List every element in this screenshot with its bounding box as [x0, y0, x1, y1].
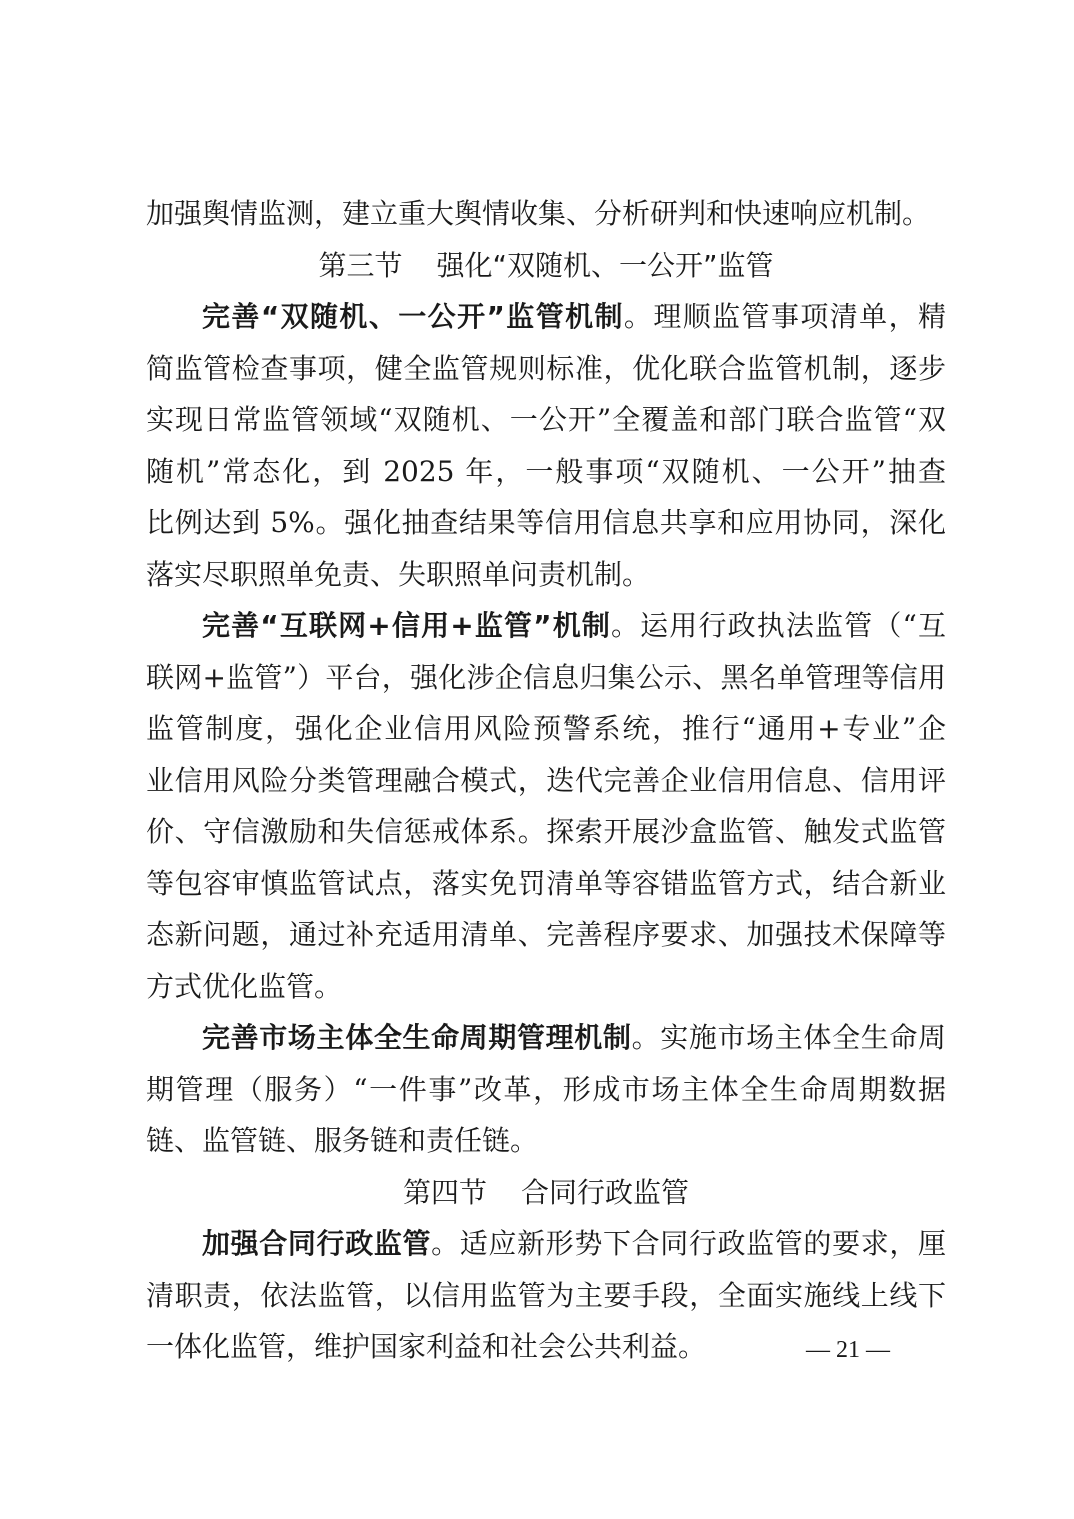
paragraph-internet-credit [146, 600, 946, 1012]
paragraph-line: 方式优化监管。 [146, 969, 343, 1003]
paragraph-line: 完善市场主体全生命周期管理机制。实施市场主体全生命周 [202, 1021, 946, 1054]
section-number: 第四节 [402, 1175, 487, 1209]
paragraph-line: 态新问题，通过补充适用清单、完善程序要求、加强技术保障等 [146, 918, 946, 951]
paragraph-lifecycle [146, 1012, 946, 1167]
paragraph-line: 联网+监管”）平台，强化涉企信息归集公示、黑名单管理等信用 [146, 660, 946, 694]
paragraph-line: 一体化监管，维护国家利益和社会公共利益。 [146, 1330, 707, 1363]
page-number: — 21 — [806, 1337, 890, 1363]
paragraph-line: 加强舆情监测，建立重大舆情收集、分析研判和快速响应机制。 [146, 197, 931, 230]
paragraph-line: 链、监管链、服务链和责任链。 [146, 1124, 539, 1157]
section-title: 合同行政监管 [521, 1175, 690, 1209]
document-body [146, 188, 946, 1373]
paragraph-line: 完善“互联网+信用+监管”机制。运用行政执法监管（“互 [202, 609, 946, 642]
paragraph-line: 实现日常监管领域“双随机、一公开”全覆盖和部门联合监管“双 [146, 403, 946, 436]
paragraph-line: 期管理（服务）“一件事”改革，形成市场主体全生命周期数据 [146, 1072, 946, 1106]
paragraph-line: 简监管检查事项，健全监管规则标准，优化联合监管机制，逐步 [146, 351, 946, 385]
section-heading-3 [146, 240, 946, 292]
paragraph-lead: 加强合同行政监管 [202, 1227, 432, 1260]
paragraph-line: 随机”常态化，到 2025 年，一般事项“双随机、一公开”抽查 [146, 454, 946, 488]
paragraph-lead: 完善“双随机、一公开”监管机制 [202, 300, 624, 333]
paragraph-line: 业信用风险分类管理融合模式，迭代完善企业信用信息、信用评 [146, 763, 946, 797]
section-number: 第三节 [318, 248, 403, 282]
paragraph-line: 清职责，依法监管，以信用监管为主要手段，全面实施线上线下 [146, 1278, 946, 1312]
paragraph-lead: 完善市场主体全生命周期管理机制 [202, 1021, 632, 1054]
paragraph-lead: 完善“互联网+信用+监管”机制 [202, 609, 611, 642]
paragraph-line: 完善“双随机、一公开”监管机制。理顺监管事项清单，精 [202, 300, 946, 333]
paragraph-line: 等包容审慎监管试点，落实免罚清单等容错监管方式，结合新业 [146, 866, 946, 900]
paragraph-line: 价、守信激励和失信惩戒体系。探索开展沙盒监管、触发式监管 [146, 815, 946, 848]
paragraph-line: 落实尽职照单免责、失职照单问责机制。 [146, 557, 651, 591]
paragraph-line: 监管制度，强化企业信用风险预警系统，推行“通用+专业”企 [146, 712, 946, 745]
paragraph-double-random [146, 291, 946, 600]
paragraph-line: 加强合同行政监管。适应新形势下合同行政监管的要求，厘 [202, 1227, 946, 1260]
section-title: 强化“双随机、一公开”监管 [436, 248, 774, 282]
paragraph-line: 比例达到 5%。强化抽查结果等信用信息共享和应用协同，深化 [146, 506, 946, 539]
section-heading-4 [146, 1167, 946, 1219]
